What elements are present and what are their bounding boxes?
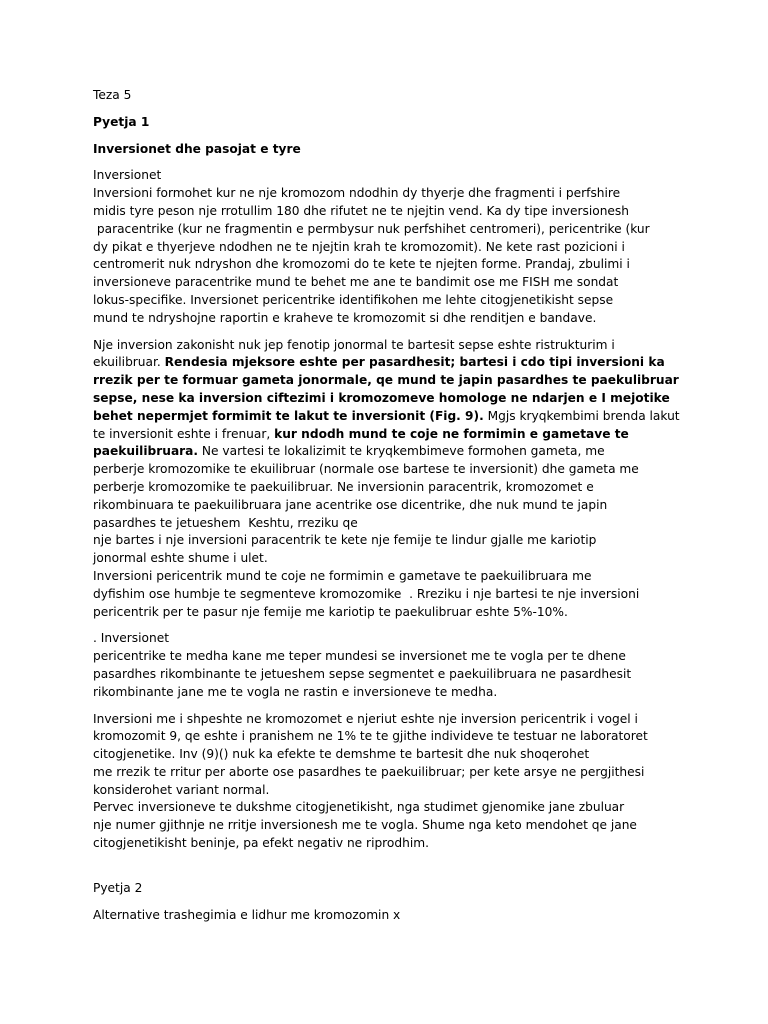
paragraph-line bbox=[93, 372, 679, 390]
paragraph-line bbox=[93, 550, 593, 568]
bold-text-run: paekuilibruara. bbox=[93, 444, 199, 459]
paragraph-line bbox=[93, 515, 593, 533]
paragraph-line: Inversioni me i shpeshte ne kromozomet e njeriut eshte nje inversion pericentrik i vogel i bbox=[93, 711, 638, 726]
bold-text-run: Rendesia mjeksore eshte per pasardhesit; bartesi i cdo tipi inversioni ka bbox=[164, 355, 665, 370]
paragraph-line bbox=[93, 532, 597, 550]
text-run: Inversioni pericentrik mund te coje ne formimin e gametave te paekuilibruara me bbox=[93, 568, 592, 583]
text-run: rikombinuara te paekuilibruara jane acentrike ose dicentrike, dhe nuk mund te japin bbox=[93, 497, 608, 512]
text-run: Mgjs kryqkembimi brenda lakut bbox=[483, 408, 680, 423]
paragraph-line: . Inversionet bbox=[93, 631, 169, 646]
paragraph-line: Inversionet bbox=[93, 168, 162, 183]
question-1-label: Pyetja 1 bbox=[93, 114, 150, 129]
text-run: jonormal eshte shume i ulet. bbox=[93, 551, 268, 566]
text-run: ekuilibruar. bbox=[93, 355, 165, 370]
section-heading: Inversionet dhe pasojat e tyre bbox=[93, 141, 301, 156]
paragraph-line: paracentrike (kur ne fragmentin e permbysur nuk perfshihet centromeri), pericentrike (kur bbox=[93, 221, 650, 236]
question-2-topic: Alternative trashegimia e lidhur me kromozomin x bbox=[93, 907, 401, 922]
paragraph-line bbox=[93, 426, 629, 444]
paragraph-line: inversioneve paracentrike mund te behet me ane te bandimit ose me FISH me sondat bbox=[93, 275, 619, 290]
text-run: te inversionit eshte i frenuar, bbox=[93, 426, 275, 441]
paragraph-line: midis tyre peson nje rrotullim 180 dhe rifutet ne te njejtin vend. Ka dy tipe inversionesh bbox=[93, 203, 630, 218]
paragraph-line bbox=[93, 354, 665, 372]
paragraph-line bbox=[93, 461, 639, 479]
paragraph-line bbox=[93, 497, 608, 515]
bold-text-run: sepse, nese ka inversion ciftezimi i kromozomeve homologe ne ndarjen e I mejotike bbox=[93, 390, 670, 405]
paragraph-1 bbox=[93, 167, 650, 327]
document-body bbox=[93, 87, 680, 924]
text-run: dyfishim ose humbje te segmenteve kromozomike . Rreziku i nje bartesi te nje inversioni bbox=[93, 586, 640, 601]
paragraph-line: pericentrike te medha kane me teper mundesi se inversionet me te vogla per te dhene bbox=[93, 649, 626, 664]
bold-text-run: rrezik per te formuar gameta jonormale, qe mund te japin pasardhes te paekulibruar bbox=[93, 373, 679, 388]
paragraph-2 bbox=[93, 337, 680, 622]
paragraph-line bbox=[93, 479, 593, 497]
bold-text-run: behet nepermjet formimit te lakut te inversionit (Fig. 9). bbox=[93, 408, 484, 423]
paragraph-line: nje numer gjithnje ne rritje inversionesh me te vogla. Shume nga keto mendohet qe jane bbox=[93, 818, 637, 833]
paragraph-line: me rrezik te rritur per aborte ose pasardhes te paekuilibruar; per kete arsye ne pergjithesi bbox=[93, 764, 645, 779]
thesis-label: Teza 5 bbox=[93, 88, 132, 102]
text-run: pericentrik per te pasur nje femije me kariotip te paekulibruar eshte 5%-10%. bbox=[93, 604, 568, 619]
paragraph-line bbox=[93, 408, 680, 426]
paragraph-line bbox=[93, 604, 593, 622]
text-run: Ne vartesi te lokalizimit te kryqkembimeve formohen gameta, me bbox=[198, 444, 605, 459]
text-run: pasardhes te jetueshem Keshtu, rreziku qe bbox=[93, 515, 358, 530]
bold-text-run: kur ndodh mund te coje ne formimin e gametave te bbox=[274, 426, 629, 441]
paragraph-line: konsiderohet variant normal. bbox=[93, 782, 270, 797]
paragraph-3 bbox=[93, 630, 632, 701]
paragraph-line: rikombinante jane me te vogla ne rastin e inversioneve te medha. bbox=[93, 684, 498, 699]
text-run: perberje kromozomike te paekuilibruar. Ne inversionin paracentrik, kromozomet e bbox=[93, 479, 594, 494]
paragraph-line: pasardhes rikombinante te jetueshem sepse segmentet e paekuilibruara ne pasardhesit bbox=[93, 666, 632, 681]
paragraph-line: citogjenetikisht beninje, pa efekt negativ ne riprodhim. bbox=[93, 836, 429, 851]
paragraph-line: Inversioni formohet kur ne nje kromozom ndodhin dy thyerje dhe fragmenti i perfshire bbox=[93, 186, 621, 201]
paragraph-line: centromerit nuk ndryshon dhe kromozomi do te kete te njejten forme. Prandaj, zbulimi i bbox=[93, 257, 630, 272]
text-run: perberje kromozomike te ekuilibruar (normale ose bartese te inversionit) dhe gameta me bbox=[93, 462, 639, 477]
question-2-label: Pyetja 2 bbox=[93, 880, 143, 895]
paragraph-line: mund te ndryshojne raportin e kraheve te kromozomit si dhe renditjen e bandave. bbox=[93, 310, 597, 325]
text-run: nje bartes i nje inversioni paracentrik te kete nje femije te lindur gjalle me kariotip bbox=[93, 533, 597, 548]
paragraph-line: dy pikat e thyerjeve ndodhen ne te njejtin krah te kromozomit). Ne kete rast pozicioni i bbox=[93, 239, 625, 254]
text-run: Nje inversion zakonisht nuk jep fenotip jonormal te bartesit sepse eshte ristrukturim i bbox=[93, 337, 615, 352]
paragraph-line bbox=[93, 443, 605, 461]
paragraph-line: Pervec inversioneve te dukshme citogjenetikisht, nga studimet gjenomike jane zbuluar bbox=[93, 800, 625, 815]
paragraph-line: kromozomit 9, qe eshte i pranishem ne 1% te te gjithe individeve te testuar ne laboratoret bbox=[93, 729, 648, 744]
paragraph-4 bbox=[93, 711, 648, 853]
paragraph-line bbox=[93, 586, 640, 604]
paragraph-line bbox=[93, 568, 593, 586]
paragraph-line: lokus-specifike. Inversionet pericentrike identifikohen me lehte citogjenetikisht sepse bbox=[93, 292, 614, 307]
paragraph-line: citogjenetike. Inv (9)() nuk ka efekte te demshme te bartesit dhe nuk shoqerohet bbox=[93, 747, 590, 762]
paragraph-line bbox=[93, 390, 670, 408]
paragraph-line bbox=[93, 337, 615, 355]
